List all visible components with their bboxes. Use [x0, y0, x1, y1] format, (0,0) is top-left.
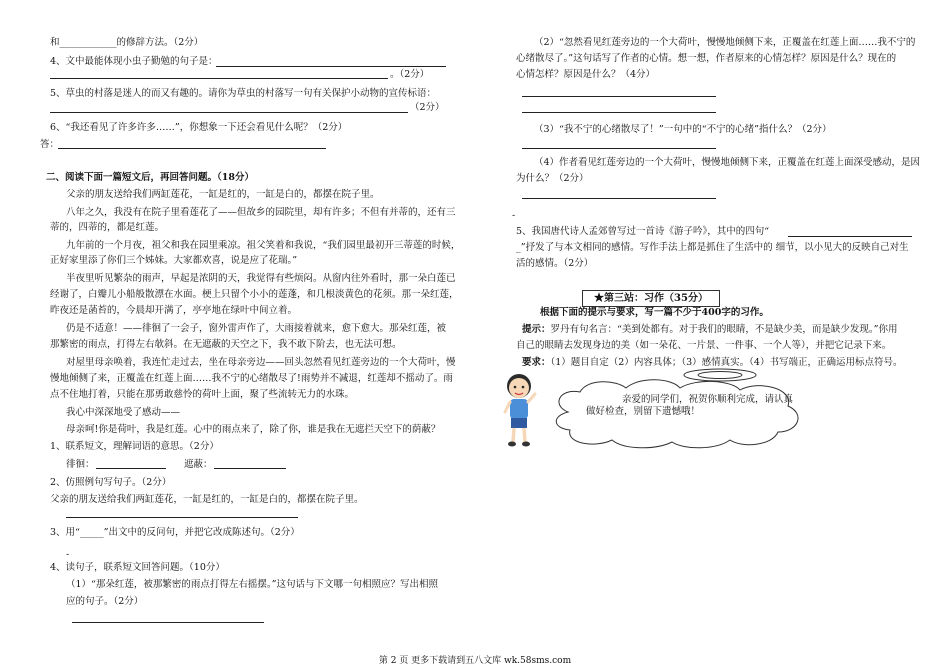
question-5-points: （2分）: [410, 102, 445, 113]
cartoon-kid-illustration: [500, 372, 538, 448]
question-2: 2、仿照例句写句子。（2分）: [50, 477, 172, 488]
r-question-5: 5、我国唐代诗人孟郊曾写过一首诗《游子吟》，其中的四句“: [516, 226, 770, 237]
r-question-3: （3）“我不宁的心绪散尽了！”一句中的“不宁的心绪”指什么？（2分）: [534, 124, 832, 135]
passage-paragraph: 父亲的朋友送给我们两缸莲花，一缸是红的，一缸是白的，都摆在院子里。: [66, 189, 380, 200]
r-question-4: （4）作者看见红莲旁边的一个大荷叶，慢慢地倾侧下来，正覆盖在红莲上面深受感动，是因: [534, 157, 921, 168]
question-4b-sub1: （1）“那朵红莲，被那繁密的雨点打得左右摇摆。”这句话与下文哪一句相照应？写出相照: [66, 579, 439, 590]
answer-line[interactable]: [58, 148, 326, 149]
r-question-4: 为什么？（2分）: [516, 173, 589, 184]
question-6: 6、“我还看见了许多许多……”，你想象一下还会看见什么呢？（2分）: [50, 122, 348, 133]
question-5: 5、草虫的村落是迷人的而又有趣的。请你为草虫的村落写一句有关保护小动物的宣传标语：: [50, 88, 437, 99]
stray-dot: -: [66, 549, 70, 560]
answer-line[interactable]: [522, 112, 716, 113]
tip-paragraph: 自己的眼睛去发现身边的美（如一朵花、一片景、一件事、一个人等），并把它记录下来。: [516, 340, 892, 351]
r-question-2: （2）“忽然看见红莲旁边的一个大荷叶，慢慢地倾侧下来，正覆盖在红莲上面……我不宁的: [534, 37, 916, 48]
answer-line[interactable]: [96, 468, 166, 469]
question-4-points: 。（2分）: [390, 69, 430, 80]
tip-paragraph: [522, 323, 897, 336]
word-label-zhebi: 遮蔽：: [184, 459, 213, 470]
page-footer: 第 2 页 更多下载请到五八文库 wk.58sms.com: [378, 656, 572, 666]
answer-line[interactable]: [214, 468, 286, 469]
r-question-5: 活的感情。（2分）: [516, 258, 594, 269]
passage-paragraph: 对屋里母亲唤着，我连忙走过去，坐在母亲旁边——回头忽然看见红莲旁边的一个大荷叶，慢: [66, 357, 456, 368]
passage-paragraph: 八年之久，我没有在院子里看莲花了——但故乡的园院里，却有许多；不但有并蒂的，还有三: [66, 207, 456, 218]
passage-paragraph: 九年前的一个月夜，祖父和我在园里乘凉。祖父笑着和我说，“我们园里最初开三蒂莲的时候，: [66, 240, 461, 251]
question-4b-sub1: 应的句子。（2分）: [66, 596, 144, 607]
answer-line[interactable]: [50, 78, 388, 79]
writing-requirement: 根据下面的提示与要求，写一篇不少于400字的习作。: [540, 307, 769, 318]
passage-paragraph: 慢地倾侧了来，正覆盖在红莲上面……我不宁的心绪散尽了!雨势并不减退，红莲却不摇动了。雨: [50, 373, 453, 384]
answer-line[interactable]: [72, 622, 264, 623]
answer-line[interactable]: [522, 96, 716, 97]
passage-paragraph: 我心中深深地受了感动——: [66, 407, 181, 418]
ask-label: 要求：: [522, 357, 551, 368]
stray-dot: -: [512, 210, 516, 221]
fill-line-rhetoric: 和____________的修辞方法。（2分）: [50, 37, 204, 48]
answer-line[interactable]: [522, 198, 716, 199]
cloud-message-line: 亲爱的同学们，祝贺你顺利完成，请认真: [622, 394, 794, 405]
r-question-2: 心绪散尽了。”这句话写了作者的心情。想一想，作者原来的心情怎样？原因是什么？现在的: [516, 53, 897, 64]
passage-paragraph: 母亲呵!你是荷叶，我是红莲。心中的雨点来了，除了你，谁是我在无遮拦天空下的荫蔽？: [66, 424, 441, 435]
passage-paragraph: 经谢了，白瓣儿小船般散漂在水面。梗上只留个小小的莲蓬，和几根淡黄色的花须。那一朵红莲，: [50, 289, 459, 300]
passage-paragraph: 那繁密的雨点，打得左右欹斜。在无遮蔽的天空之下，我不敢下阶去，也无法可想。: [50, 339, 402, 350]
answer-line[interactable]: [788, 236, 912, 237]
passage-paragraph: 蒂的，四蒂的，都是红莲。: [50, 222, 165, 233]
station-3-title: ★第三站：习作（35分）: [582, 290, 720, 307]
example-sentence: 父亲的朋友送给我们两缸莲花，一缸是红的，一缸是白的，都摆在院子里。: [50, 494, 364, 505]
r-question-2: 心情怎样？原因是什么？（4分）: [516, 69, 656, 80]
tip-text: 罗丹有句名言：“美到处都有。对于我们的眼睛，不是缺少美，而是缺少发现。”你用: [550, 324, 898, 335]
passage-paragraph: 昨夜还是菡苔的，今晨却开满了，亭亭地在绿叶中间立着。: [50, 305, 298, 316]
question-4b: 4、读句子，联系短文回答问题。（10分）: [50, 562, 225, 573]
ask-text: （1）题目自定（2）内容具体；（3）感情真实。（4）书写端正，正确运用标点符号。: [550, 357, 903, 368]
word-label-paihuai: 徘徊：: [66, 459, 95, 470]
section-2-title: 二、阅读下面一篇短文后，再回答问题。（18分）: [46, 172, 254, 183]
question-4: 4、文中最能体现小虫子勤勉的句子是：: [50, 56, 218, 67]
passage-paragraph: 正好家里添了你们三个姊妹。大家都欢喜，说是应了花瑞。”: [50, 255, 298, 266]
answer-label: 答：: [40, 139, 60, 150]
passage-paragraph: 仍是不适意！——徘徊了一会子，窗外雷声作了，大雨接着就来，愈下愈大。那朵红莲，被: [66, 323, 447, 334]
passage-paragraph: 半夜里听见繁杂的雨声，早起是浓阴的天，我觉得有些烦闷。从窗内往外看时，那一朵白莲已: [66, 273, 456, 284]
answer-line[interactable]: [66, 517, 298, 518]
answer-line[interactable]: [50, 112, 408, 113]
question-3: 3、用“_____”出文中的反问句，并把它改成陈述句。（2分）: [50, 527, 300, 538]
cloud-message-line: 做好检查，别留下遗憾哦！: [586, 406, 701, 417]
tip-label: 提示：: [522, 324, 551, 335]
answer-line[interactable]: [216, 66, 446, 67]
r-question-5: _”抒发了与本文相同的感情。写作手法上都是抓住了生活中的 细节，以小见大的反映自己对生: [516, 242, 909, 253]
answer-line[interactable]: [522, 148, 716, 149]
passage-paragraph: 点不住地打着，只能在那勇敢慈怜的荷叶上面，聚了些流转无力的水珠。: [50, 389, 355, 400]
question-1: 1、联系短文，理解词语的意思。（2分）: [50, 441, 219, 452]
